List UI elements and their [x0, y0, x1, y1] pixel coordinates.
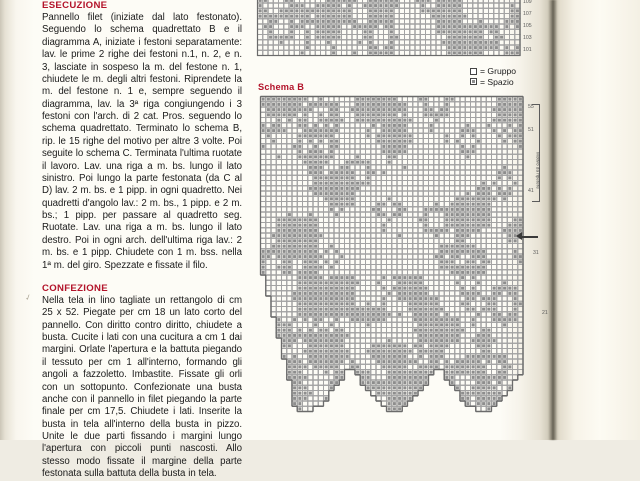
row-number-31: 31: [533, 250, 539, 256]
paper-speck: ✓: [23, 292, 33, 303]
row-number-105: 105: [523, 23, 532, 29]
section-spacer: [42, 272, 242, 283]
row-number-41: 41: [528, 188, 534, 194]
section-heading-confezione: CONFEZIONE: [42, 282, 108, 294]
legend-label-spazio: = Spazio: [480, 76, 514, 87]
row-number-109: 109: [523, 0, 532, 5]
repeat-label: Motivo da ripetere: [535, 152, 541, 189]
schema-b-title: Schema B: [258, 82, 305, 92]
repeat-bracket: [532, 104, 546, 200]
row-number-55: 55: [528, 104, 534, 110]
section-heading-esecuzione: ESECUZIONE: [42, 0, 108, 11]
legend-item-spazio: [470, 77, 516, 88]
schema-b-chart: [258, 94, 534, 442]
section-body-confezione: Nella tela in lino tagliate un rettangolo di cm 25 x 52. Piegate per cm 18 un lato corto del pannello. Con diritto contro diritto, chiudete a busta. Cucite i lati con una cucitura a cm 1 dai margini. Orlate l'apertura e la battuta piegando il tessuto per cm 1 all'interno, formando gli angoli a fazzoletto. Imbastite. Fissate gli orli con un sottopunto. Confezionate una busta anche con il pannello in filet piegando la parte finale per cm 17,5. Chiudete i lati. Inserite la busta in tela all'interno della busta in pizzo. Unite le due parti fissando i margini lungo l'apertura con piccoli punti nascosti. Allo stesso modo fissate il margine della parte festonata sulla battuta della busta in tela.: [42, 294, 242, 480]
page-left-edge: [0, 0, 34, 440]
open-square-icon: [470, 68, 477, 75]
row-number-107: 107: [523, 11, 532, 17]
legend-item-gruppo: [470, 66, 516, 77]
row-number-101: 101: [523, 47, 532, 53]
start-arrow-icon: [516, 232, 538, 241]
diagramma-a-chart: [256, 0, 528, 62]
legend-label-gruppo: = Gruppo: [480, 66, 517, 76]
instructions-column: [42, 0, 242, 481]
row-number-21: 21: [542, 310, 548, 316]
filled-square-icon: [470, 78, 477, 85]
row-number-51: 51: [528, 127, 534, 133]
arrow-shaft: [521, 236, 538, 238]
chart-legend: [470, 66, 516, 87]
row-number-103: 103: [523, 35, 532, 41]
book-gutter-shadow: [548, 0, 557, 440]
section-body-esecuzione: Pannello filet (iniziate dal lato festonato). Seguendo lo schema quadrettato B e il diagramma A, iniziate i festoni separatamente: lav. le prime 2 righe dei festoni n.1, n. 2, e n. 3, lasciate in sospeso la m. del festone n. 1, chiudete le m. degli altri festoni. Riprendete la m. del festone n. 1 e, sempre seguendo il diagramma, lav. la 3ª riga congiungendo i 3 festoni con l'arch. di 2 cat. Pros. seguendo lo schema quadrettato. Terminato lo schema B, rip. le 15 righe del motivo per altre 3 volte. Poi seguite lo schema C. Terminata l'ultima ruotate il lavoro. Lav. una riga a m. bs. lungo il lato sinistro. Poi lungo la parte festonata (da C al D) lav. 2 m. bs. e 1 pipp. in ogni quadretto. Nei quadretti d'angolo lav.: 2 m. bs., 1 pipp. e 2 m. bs.; 1 pipp. per passare al quadretto seg. Ruotate. Lav. una riga a m. bs. lungo il lato destro. Poi in ogni arch. dell'ultima riga lav.: 2 m. bs. e 1 pipp. Chiudete con 1 m. bss. nella 1ª m. del giro. Spezzate e fissate il filo.: [42, 12, 242, 271]
